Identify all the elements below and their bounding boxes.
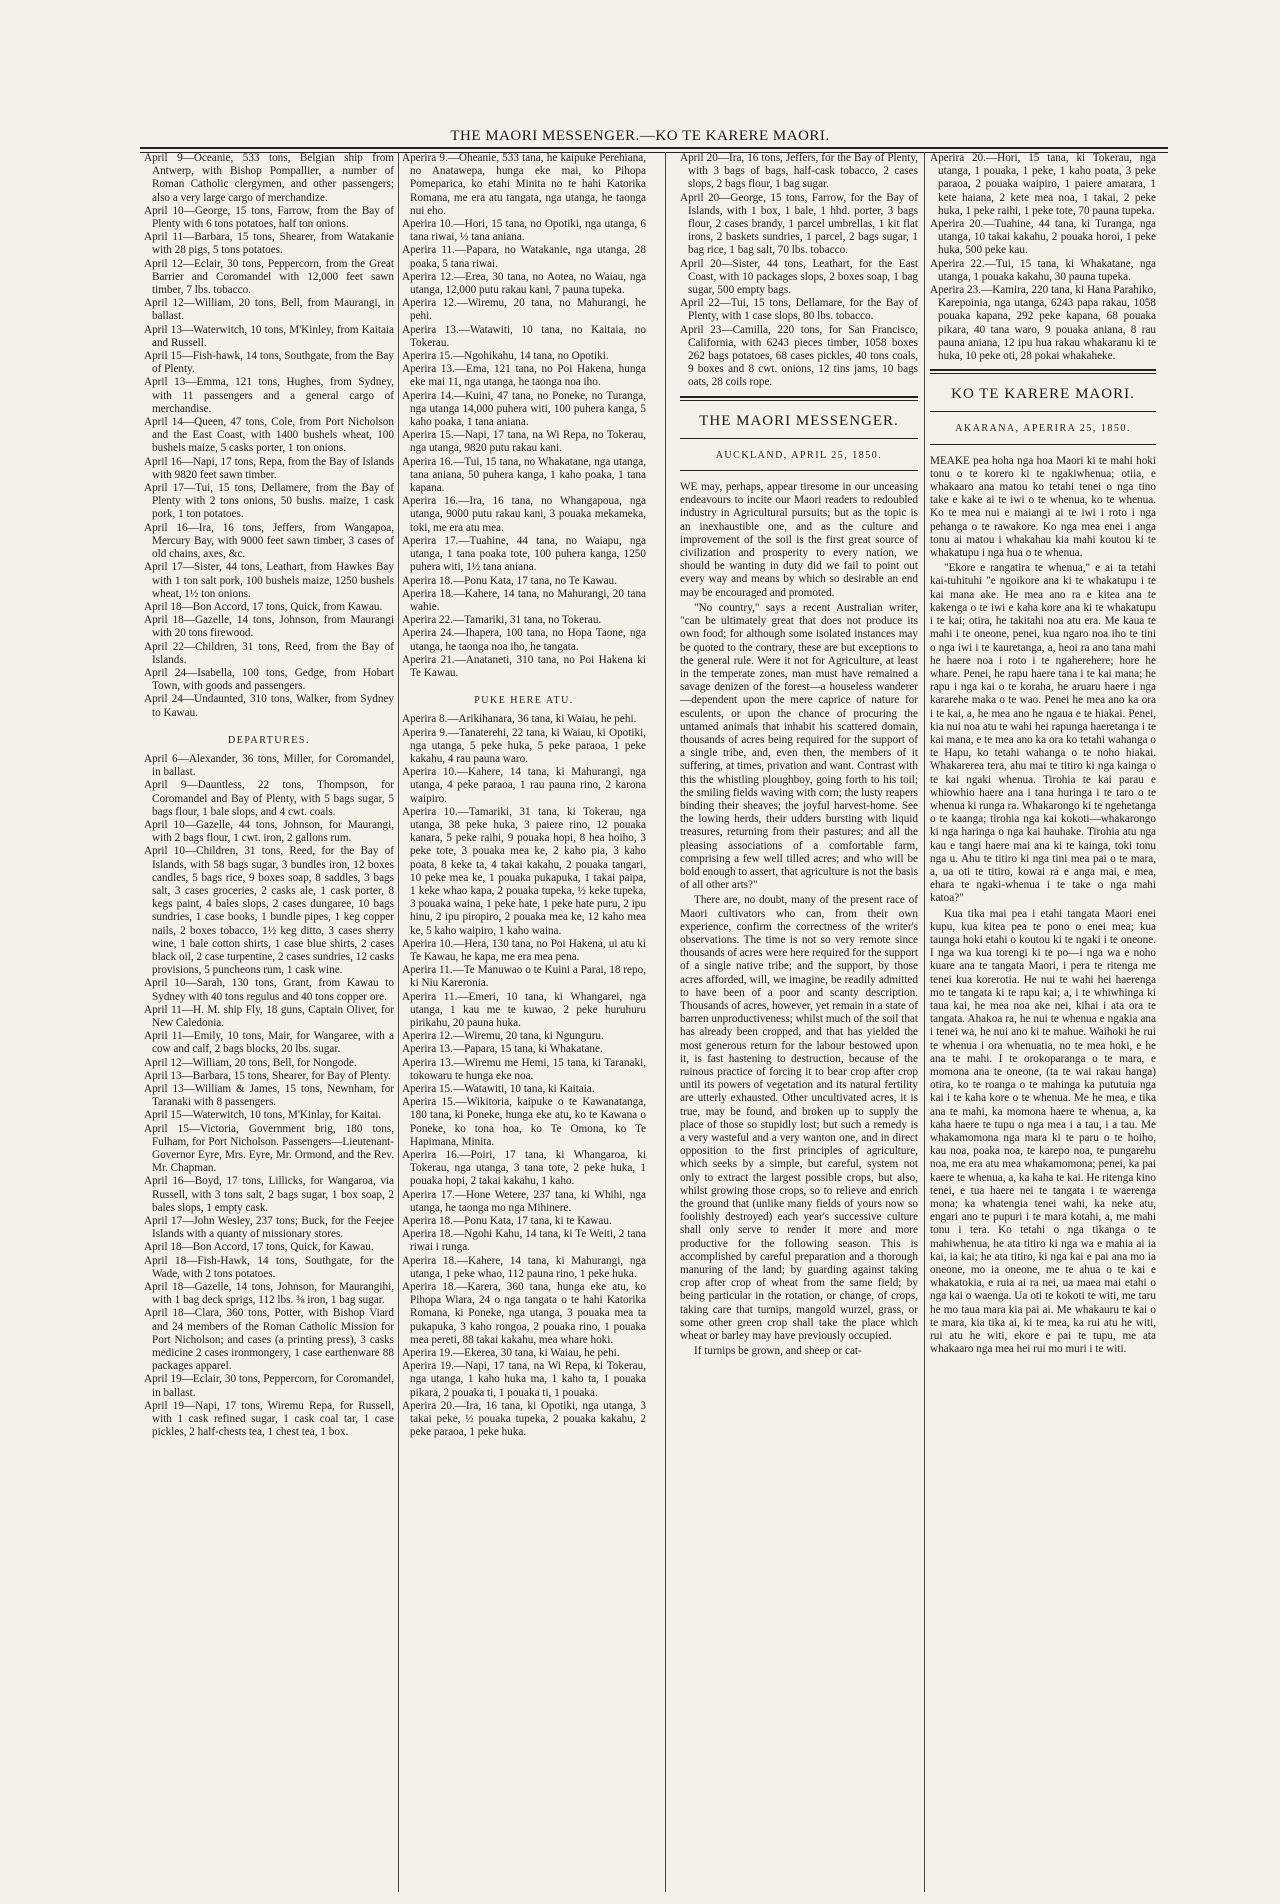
shipping-entry: Aperira 16.—Poiri, 17 tana, ki Whangaroa, ki Tokerau, nga utanga, 3 tana tote, 2 peke huka, 1 pouaka hopi, 2 takai kakahu, 1 kaho.	[402, 1149, 646, 1188]
shipping-entry: Aperira 18.—Kahere, 14 tana, no Mahurangi, 20 tana wahie.	[402, 587, 646, 613]
arrivals-list	[402, 152, 646, 680]
shipping-entry: Aperira 15.—Wikitoria, kaipuke o te Kawanatanga, 180 tana, ki Poneke, hunga eke atu, ko te Kawana o Poneke, ko tona hoa, ko Te Omona, ko Te Hapimana, Minita.	[402, 1096, 646, 1148]
shipping-entry: April 12—Eclair, 30 tons, Peppercorn, from the Great Barrier and Coromandel with 12,000 feet sawn timber, 7 lbs. tobacco.	[144, 257, 394, 297]
title-rule	[680, 438, 918, 439]
shipping-entry: April 11—H. M. ship Fly, 18 guns, Captain Oliver, for New Caledonia.	[144, 1003, 394, 1029]
shipping-entry: April 18—Bon Accord, 17 tons, Quick, for Kawau.	[144, 1241, 374, 1254]
dateline-rule	[680, 470, 918, 471]
departures-list	[402, 713, 646, 1439]
shipping-entry: April 13—Barbara, 15 tons, Shearer, for Bay of Plenty.	[144, 1069, 391, 1082]
column-maori-editorial	[930, 152, 1156, 1892]
shipping-entry: April 9—Oceanie, 533 tons, Belgian ship from Antwerp, with Bishop Pompallier, a number of Roman Catholic clergymen, and other passengers; also a very large cargo of merchandize.	[144, 152, 394, 204]
shipping-entry: April 11—Emily, 10 tons, Mair, for Wangaree, with a cow and calf, 2 bags blocks, 20 lbs. sugar.	[144, 1030, 394, 1056]
shipping-entry: Aperira 18.—Ngohi Kahu, 14 tana, ki Te Weiti, 2 tana riwai i runga.	[402, 1228, 646, 1254]
arrivals-list	[144, 152, 394, 720]
editorial-title: THE MAORI MESSENGER.	[699, 412, 899, 429]
shipping-entry: Aperira 16.—Tui, 15 tana, no Whakatane, nga utanga, tana aniana, 50 puhera kanga, 1 kaho poaka, 1 tana kapana.	[402, 455, 646, 495]
shipping-entry: April 13—Waterwitch, 10 tons, M'Kinley, from Kaitaia and Russell.	[144, 323, 394, 349]
shipping-entry: Aperira 22.—Tamariki, 31 tana, no Tokerau.	[402, 614, 602, 627]
shipping-entry: April 13—William & James, 15 tons, Newnham, for Taranaki with 8 passengers.	[144, 1083, 394, 1109]
editorial-paragraph: There are, no doubt, many of the present race of Maori cultivators who can, from their own experience, confirm the correctness of the writer's observations. The time is not so very remote since thousands of acres were here required for the support of a single native tribe; and the support, by those acres afforded, will, we imagine, be readily admitted to have been of a poor and scanty description. Thousands of acres, however, yet remain in a state of barren unproductiveness; whilst much of the soil that has already been cropped, and that has yielded the most generous return for the labour bestowed upon it, is fast hastening to destruction, because of the ruinous practice of forcing it to bear crop after crop until its powers of vegetation and its natural fertility are utterly exhausted. Other uncultivated acres, it is true, may be found, and broken up to supply the place of those so stupidly lost; but such a remedy is a very wasteful and a very wanton one, and in direct opposition to the first principles of agriculture, which seeks by a simple, but careful, system not only to extract the largest possible crops, but also, whilst growing those crops, so to relieve and enrich the ground that (unlike many fields of yours now so foolishly destroyed) each year's successive culture shall only serve to render it more and more productive for the following season. This is accomplished by careful preparation and a thorough manuring of the land; by guarding against taking crop after crop of wheat from the same field; by being particular in the rotation, or change, of crops, taking care that turnips, mangold wurzel, grass, or some other green crop shall take the place which wheat or barley may have previously occupied.	[680, 894, 918, 1343]
editorial-paragraph: "No country," says a recent Australian writer, "can be ultimately great that does not produce its own food; for although some isolated instances may be quoted to the contrary, these are but exceptions to the general rule. Were it not for Agriculture, at least in the temperate zones, man must have remained a savage denizen of the forest—a houseless wanderer—dependent upon the mere caprice of nature for esculents, or upon the chance of procuring the untamed animals that inhabit his scattered domain, thousands of acres being required for the support of a single tribe, and, even then, the members of it suffering, at times, privation and want. Contrast with this the whistling ploughboy, going forth to his toil; the smiling fields waving with corn; the lusty reapers binding their sheaves; the joyful harvest-home. See the lowing herds, their udders bursting with liquid treasures, returning from their pastures; and all the pleasing associations of a comfortable farm, comprising a few well tilled acres; and who will be bold enough to assert, that agriculture is not the basis of all other arts?"	[680, 601, 918, 892]
shipping-entry: April 19—Eclair, 30 tons, Peppercorn, for Coromandel, in ballast.	[144, 1373, 394, 1399]
shipping-entry: April 18—Gazelle, 14 tons, Johnson, from Maurangi with 20 tons firewood.	[144, 614, 394, 640]
shipping-entry: Aperira 20.—Hori, 15 tana, ki Tokerau, nga utanga, 1 pouaka, 1 peke, 1 kaho poata, 3 peke paraoa, 2 pouaka waipiro, 1 paiere amarara, 1 kete haiana, 2 kete mea noa, 1 takai, 2 peke huka, 1 peke raihi, 1 peke tote, 70 pauna tupeka.	[930, 152, 1156, 217]
shipping-entry: April 23—Camilla, 220 tons, for San Francisco, California, with 6243 pieces timber, 1058 boxes 262 bags potatoes, 68 cases pickles, 40 tons coals, 9 boxes and 8 cwt. onions, 12 tins jams, 10 bags oats, 28 coils rope.	[680, 323, 918, 389]
shipping-entry: April 12—William, 20 tons, Bell, from Maurangi, in ballast.	[144, 297, 394, 323]
shipping-entry: Aperira 15.—Ngohikahu, 14 tana, no Opotiki.	[402, 350, 609, 363]
shipping-entry: April 15—Waterwitch, 10 tons, M'Kinlay, for Kaitai.	[144, 1109, 382, 1122]
shipping-entry: April 15—Fish-hawk, 14 tons, Southgate, from the Bay of Plenty.	[144, 350, 394, 376]
shipping-entry: April 10—George, 15 tons, Farrow, from the Bay of Plenty with 6 tons potatoes, half ton onions.	[144, 204, 394, 231]
shipping-entry: Aperira 22.—Tui, 15 tana, ki Whakatane, nga utanga, 1 pouaka kakahu, 30 pauna tupeka.	[930, 257, 1156, 283]
shipping-entry: April 15—Victoria, Government brig, 180 tons, Fulham, for Port Nicholson. Passengers—Lieutenant-Governor Eyre, Mrs. Eyre, Mr. Ormond, and the Rev. Mr. Chapman.	[144, 1122, 394, 1175]
shipping-entry: Aperira 12.—Wiremu, 20 tana, ki Ngunguru.	[402, 1030, 604, 1043]
shipping-entry: Aperira 18.—Ponu Kata, 17 tana, ki te Kawau.	[402, 1215, 612, 1228]
arrivals-list	[930, 152, 1156, 363]
shipping-entry: April 16—Ira, 16 tons, Jeffers, from Wangapoa, Mercury Bay, with 9000 feet sawn timber, 3 cases of old chains, axes, &c.	[144, 521, 394, 561]
shipping-entry: Aperira 18.—Kahere, 14 tana, ki Mahurangi, nga utanga, 1 peke whao, 112 pauna rino, 1 peke huka.	[402, 1254, 646, 1280]
shipping-entry: Aperira 11.—Emeri, 10 tana, ki Whangarei, nga utanga, 1 kau me te kuwao, 2 peke huruhuru pirikahu, 20 pauna huka.	[402, 990, 646, 1029]
shipping-entry: Aperira 8.—Arikihanara, 36 tana, ki Waiau, he pehi.	[402, 713, 637, 726]
shipping-entry: Aperira 20.—Tuahine, 44 tana, ki Turanga, nga utanga, 10 takai kakahu, 2 pouaka horoi, 1 peke huka, 500 peke kau.	[930, 218, 1156, 257]
shipping-entry: Aperira 10.—Kahere, 14 tana, ki Mahurangi, nga utanga, 4 peke paraoa, 1 rau pauna rino, 2 karona waipiro.	[402, 766, 646, 805]
dateline: AUCKLAND, APRIL 25, 1850.	[715, 449, 883, 461]
shipping-entry: Aperira 9.—Tanaterehi, 22 tana, ki Waiau, ki Opotiki, nga utanga, 5 peke huka, 5 peke paraoa, 1 peke kakahu, 4 rau pauna waro.	[402, 726, 646, 765]
shipping-entry: April 17—John Wesley, 237 tons; Buck, for the Feejee Islands with a quanty of missionary stores.	[144, 1215, 394, 1241]
editorial-paragraph: WE may, perhaps, appear tiresome in our unceasing endeavours to incite our Maori readers to redoubled industry in Agricultural pursuits; but as the topic is an inexhaustible one, and as the culture and improvement of the soil is the first great source of civilization and prosperity to every nation, we should be wanting in duty did we fail to point out every way and means by which so desirable an end may be encouraged and promoted.	[680, 481, 918, 599]
shipping-entry: Aperira 11.—Papara, no Watakanie, nga utanga, 28 poaka, 5 tana riwai.	[402, 244, 646, 270]
shipping-entry: April 17—Sister, 44 tons, Leathart, from Hawkes Bay with 1 ton salt pork, 100 bushels maize, 1250 bushels wheat, 1½ ton onions.	[144, 561, 394, 600]
shipping-entry: April 11—Barbara, 15 tons, Shearer, from Watakanie with 28 pigs, 5 tons potatoes.	[144, 231, 394, 257]
column-english-shipping	[144, 152, 394, 1892]
shipping-entry: April 18—Clara, 360 tons, Potter, with Bishop Viard and 24 members of the Roman Catholic Mission for Port Nicholson; and cases (a printing press), 3 casks medicine 2 cases ironmongery, 1 case earthenware 88 packages apparel.	[144, 1307, 394, 1373]
shipping-entry: Aperira 24.—Ihapera, 100 tana, no Hopa Taone, nga utanga, he taonga noa iho, he tangata.	[402, 627, 646, 653]
shipping-entry: April 22—Children, 31 tons, Reed, from the Bay of Islands.	[144, 640, 394, 666]
shipping-entry: Aperira 17.—Tuahine, 44 tana, no Waiapu, nga utanga, 1 tana poaka tote, 100 puhera kanga, 1250 puhera witi, 1½ tana aniana.	[402, 534, 646, 574]
shipping-entry: April 18—Bon Accord, 17 tons, Quick, from Kawau.	[144, 600, 383, 613]
shipping-entry: April 24—Isabella, 100 tons, Gedge, from Hobart Town, with goods and passengers.	[144, 666, 394, 693]
shipping-entry: Aperira 10.—Hera, 130 tana, no Poi Hakena, ui atu ki Te Kawau, he kapa, me era mea pena.	[402, 937, 646, 963]
shipping-entry: April 12—William, 20 tons, Bell, for Nongode.	[144, 1056, 357, 1069]
shipping-entry: Aperira 12.—Erea, 30 tana, no Aotea, no Waiau, nga utanga, 12,000 putu rakau kani, 7 pauna tupeka.	[402, 270, 646, 297]
shipping-entry: April 18—Gazelle, 14 tons, Johnson, for Maurangihi, with 1 bag deck sprigs, 112 lbs. ⅜ iron, 1 bag sugar.	[144, 1281, 394, 1307]
section-rule	[680, 396, 918, 401]
shipping-entry: April 16—Boyd, 17 tons, Lillicks, for Wangaroa, via Russell, with 3 tons salt, 2 bags sugar, 1 box soap, 2 bales slops, 1 empty cask.	[144, 1175, 394, 1214]
departures-heading: PUKE HERE ATU.	[474, 695, 574, 707]
shipping-entry: Aperira 13.—Papara, 15 tana, ki Whakatane.	[402, 1043, 603, 1056]
shipping-entry: April 17—Tui, 15 tons, Dellamere, from the Bay of Plenty with 2 tons onions, 50 bushs. maize, 1 cask pork, 1 ton potatoes.	[144, 482, 394, 521]
shipping-entry: April 6—Alexander, 36 tons, Miller, for Coromandel, in ballast.	[144, 752, 394, 779]
column-rule-3	[924, 152, 925, 1892]
shipping-entry: Aperira 11.—Te Manuwao o te Kuini a Parai, 18 repo, ki Niu Kareronia.	[402, 964, 646, 990]
shipping-entry: Aperira 16.—Ira, 16 tana, no Whangapoua, nga utanga, 9000 putu rakau kani, 3 pouaka mekameka, toki, me era atu mea.	[402, 495, 646, 534]
shipping-entry: Aperira 13.—Ema, 121 tana, no Poi Hakena, hunga eke mai 11, nga utanga, he taonga noa iho.	[402, 363, 646, 389]
editorial-paragraph: Kua tika mai pea i etahi tangata Maori enei kupu, kua kitea pea te pono o enei mea; kua taunga hoki etahi o koutou ki te ngaki i te oneone. I nga wa kua torengi ki te po—i nga wa e noho kuare ana te tangata Maori, i pera te ritenga me tenei kua korerotia. He nui te wahi hei haerenga mo te tangata ki te rapu kai; a, i te whiwhinga ki taua kai, he mea noa ake nei, kihai i ata ora te tangata. Ahakoa ra, he nui te whenua e ngakia ana i tenei wa, he nui ano ki te mahue. Waihoki he rui te whenua i ora whenuatia, no te mea hoki, e he ana te mahi. I te orokoparanga o te mara, e momona ana te oneone, (ta te wai rakau hanga) otira, ko te roanga o te mahinga ka pututuia nga kai i te kaha kore o te whenua. Me he mea, e tika ana te mahi, ka momona haere te whenua, a, ka kaha haere te tupu o nga mea i a tau, i a tau. Me whakamomona nga mara ki te paru o te hoiho, kau noa, poaka noa, te karepo noa, te pungarehu noa, me era atu mea whakamomona; penei, ka pai kaere te whenua, a, ka kaha te kai. He ritenga kino tenei, e tua haere nei te tangata i te waerenga mona; ka whatengia tenei wahi, ka neke atu, engari ano te pupuri i te mara kotahi, a, me mahi tonu i tera. Ko tetahi o nga tikanga o te mahiwhenua, he ata titiro ki nga wa e mahia ai ia kai, ia kai; he ata titiro, ki nga kai e pai ana mo ia oneone, mo ia oneone, me te ahua o te kai e whakatokia, e ruia ai ra nei, ua maea mai etahi o nga kai o waenga. Ua oti te kokoti te witi, me taru he mo taua mara kia pai ai. Me whakauru te kai o te mara, kia tika ai, ki te mea, ka rui atu he witi, rui atu he witi, ekore e pai te tupu, me ata whakaaro nga mea hei rui mo muri i te witi.	[930, 907, 1156, 1356]
dateline-rule	[930, 444, 1156, 445]
shipping-entry: April 10—Children, 31 tons, Reed, for the Bay of Islands, with 58 bags sugar, 3 bundles iron, 12 boxes candles, 5 bags rice, 9 boxes soap, 8 saddles, 3 bags salt, 3 cases groceries, 2 casks ale, 1 cask porter, 8 kegs paint, 4 bales slops, 2 cases dungaree, 10 bags sundries, 1 case books, 1 bundle pipes, 1 keg copper nails, 2 boxes tobacco, 1½ keg ditto, 3 cases sherry wine, 1 bale cotton shirts, 1 case blue shirts, 2 cases black oil, 2 case turpentine, 2 cases sundries, 12 casks provisions, 5 puncheons rum, 1 cask wine.	[144, 845, 394, 977]
shipping-entry: April 20—Ira, 16 tons, Jeffers, for the Bay of Plenty, with 3 bags of bags, half-cask tobacco, 2 cases slops, 2 bags flour, 1 bag sugar.	[680, 152, 918, 191]
shipping-entry: Aperira 15.—Napi, 17 tana, na Wi Repa, no Tokerau, nga utanga, 9820 putu rakau kani.	[402, 429, 646, 455]
shipping-entry: April 10—Gazelle, 44 tons, Johnson, for Maurangi, with 2 bags flour, 1 cwt. iron, 2 gallons rum.	[144, 818, 394, 845]
shipping-entry: Aperira 23.—Kamira, 220 tana, ki Hana Parahiko, Karepoinia, nga utanga, 6243 papa rakau, 1058 pouaka kapana, 292 peke kapana, 68 pouaka pikara, 40 tana waro, 9 pouaka aniana, 8 rau pauna aniana, 12 ipu hua rakau whakaranu ki te huka, 10 peke oti, 28 pokai whakaheke.	[930, 284, 1156, 363]
shipping-entry: Aperira 10.—Hori, 15 tana, no Opotiki, nga utanga, 6 tana riwai, ½ tana aniana.	[402, 218, 646, 244]
arrivals-list	[680, 152, 918, 390]
shipping-entry: April 16—Napi, 17 tons, Repa, from the Bay of Islands with 9820 feet sawn timber.	[144, 455, 394, 481]
column-english-editorial	[680, 152, 918, 1892]
shipping-entry: Aperira 13.—Wiremu me Hemi, 15 tana, ki Taranaki, tokowaru te hunga eke noa.	[402, 1056, 646, 1082]
shipping-entry: Aperira 9.—Oheanie, 533 tana, he kaipuke Perehiana, no Anatawepa, hunga eke mai, ko Pihopa Pomeparica, ko etahi Minita no te hahi Katorika Romana, me era atu tangata, nga utanga, he taonga nui eho.	[402, 152, 646, 217]
editorial-paragraph: MEAKE pea hoha nga hoa Maori ki te mahi hoki tonu o te korero ki te ngakiwhenua; otiia, e whakaaro ana matou ko tetahi tenei o nga tino take e kake ai te iwi o te whenua, ko te whenua. Ko te mea nui e maiangi ai te iwi i roto i nga pehanga o te rawakore. Ko nga mea enei i anga tonu ai matou i whakahau kia mahi koutou ki te whakatupu i nga hua o te whenua.	[930, 454, 1156, 560]
shipping-entry: April 9—Dauntless, 22 tons, Thompson, for Coromandel and Bay of Plenty, with 5 bags sugar, 5 bags flour, 1 bale slops, and 4 cwt. coals.	[144, 779, 394, 818]
column-rule-1	[398, 152, 399, 1892]
editorial-paragraph: "Ekore e rangatira te whenua," e ai ta tetahi kai-tuhituhi "e ngoikore ana ki te whakatupu i te kai mana ake. He mea ano ra e kitea ana te kakenga o te iwi e kaha kore ana ki te whakatupu i te kai; otira, he takitahi noa atu era. Me kaua te mahi i te oneone, penei, kua ngaro noa iho te tini o nga iwi i te kauretanga, a, heoi ra ano tana mahi he haere noa i roto i te ngaherehere; hore he whare. Penei, he rapu haere tana i te kai mana; he rapu i nga kai o te koraha, he aruaru haere i nga kararehe maka o te wao. Penei he mea ano ka ora i te kai, a, he mea ano he ngaua e te hiakai. Penei, kia nui noa atu te wahi hei rapunga haeretanga i te kai mana, e te mea ano ka ora ko tetahi wahanga o te Hapu, ko tetahi wahanga o te noho hiakai. Whakarerea tera, ahu mai te titiro ki nga kainga o te kai ngaki whenua. Tirohia te kai parau e whiowhio haere ana i tana huringa i te taro o te whenua ki runga ra. Whakarongo ki te ngehetanga o te kaanga; tirohia nga kai kokoti—whakarongo ki nga haringa o nga kai hauhake. Tirohia atu nga kau e tangi haere mai ana ki te kainga, toki tonu nga u. Ahu te titiro ki nga tini mea pai o te mara, a, ua oti te titiro, kowai ra e anga mai, e mea, ehara te ngaki-whenua i te take o nga mahi katoa?"	[930, 562, 1156, 905]
shipping-entry: Aperira 10.—Tamariki, 31 tana, ki Tokerau, nga utanga, 38 peke huka, 3 paiere rino, 12 pouaka kanara, 5 peke raihi, 9 pouaka hopi, 8 hea hoiho, 3 peke tote, 3 pouaka mea ke, 2 kaho pia, 3 kaho poata, 8 keke ta, 4 takai kakahu, 2 pouaka tangari, 10 peke mea ke, 1 pouaka pukapuka, 1 takai paipa, 1 keke whao kapa, 2 pouaka tupeka, ½ keke tupeka, 3 pouaka waina, 1 peke hate, 1 peke hate puru, 2 ipu hinu, 2 ipu piropiro, 2 pouaka mea ke, 12 kaho mea ke, 5 kaho waipiro, 1 kaho waina.	[402, 805, 646, 937]
shipping-entry: April 20—George, 15 tons, Farrow, for the Bay of Islands, with 1 box, 1 bale, 1 hhd. porter, 3 bags flour, 2 cases brandy, 1 parcel umbrellas, 1 kit flat irons, 2 baskets sundries, 1 parcel, 2 bags sugar, 1 bag rice, 1 bag salt, 70 lbs. tobacco.	[680, 191, 918, 257]
shipping-entry: April 22—Tui, 15 tons, Dellamare, for the Bay of Plenty, with 1 case slops, 80 lbs. tobacco.	[680, 297, 918, 323]
shipping-entry: Aperira 19.—Ekerea, 30 tana, ki Waiau, he pehi.	[402, 1347, 620, 1360]
column-rule-2	[665, 152, 666, 1892]
shipping-entry: Aperira 12.—Wiremu, 20 tana, no Mahurangi, he pehi.	[402, 297, 646, 323]
shipping-entry: Aperira 13.—Watawiti, 10 tana, no Kaitaia, no Tokerau.	[402, 323, 646, 349]
departures-list	[144, 753, 394, 1440]
shipping-entry: April 20—Sister, 44 tons, Leathart, for the East Coast, with 10 packages slops, 2 boxes soap, 1 bag sugar, 500 empty bags.	[680, 257, 918, 297]
shipping-entry: Aperira 18.—Karera, 360 tana, hunga eke atu, ko Pihopa Wiara, 24 o nga tangata o te hahi Katorika Romana, ki Poneke, nga utanga, 3 pouaka mea ta pukapuka, 3 kaho rongoa, 2 pouaka rino, 1 pouaka mea pereti, 88 takai kakahu, mea whare hoki.	[402, 1281, 646, 1346]
shipping-entry: Aperira 17.—Hone Wetere, 237 tana, ki Whihi, nga utanga, he taonga mo nga Mihinere.	[402, 1188, 646, 1214]
title-rule	[930, 411, 1156, 412]
shipping-entry: Aperira 20.—Ira, 16 tana, ki Opotiki, nga utanga, 3 takai peke, ½ pouaka tupeka, 2 pouaka kakahu, 2 peke paraoa, 1 peke huka.	[402, 1399, 646, 1439]
shipping-entry: April 18—Fish-Hawk, 14 tons, Southgate, for the Wade, with 2 tons potatoes.	[144, 1254, 394, 1280]
column-maori-shipping	[402, 152, 646, 1892]
shipping-entry: April 14—Queen, 47 tons, Cole, from Port Nicholson and the East Coast, with 1400 bushels wheat, 100 bushels maize, 5 casks porter, 1 ton onions.	[144, 416, 394, 455]
section-rule	[930, 369, 1156, 374]
shipping-entry: Aperira 18.—Ponu Kata, 17 tana, no Te Kawau.	[402, 574, 617, 587]
shipping-entry: Aperira 15.—Watawiti, 10 tana, ki Kaitaia.	[402, 1083, 595, 1096]
shipping-entry: April 10—Sarah, 130 tons, Grant, from Kawau to Sydney with 40 tons regulus and 40 tons copper ore.	[144, 977, 394, 1003]
departures-heading: DEPARTURES.	[228, 734, 310, 746]
running-head: THE MAORI MESSENGER.—KO TE KARERE MAORI.	[450, 128, 830, 144]
editorial-title: KO TE KARERE MAORI.	[951, 386, 1135, 403]
shipping-entry: April 19—Napi, 17 tons, Wiremu Repa, for Russell, with 1 cask refined sugar, 1 cask coal tar, 1 case pickles, 2 half-chests tea, 1 chest tea, 1 box.	[144, 1399, 394, 1439]
editorial-paragraph: If turnips be grown, and sheep or cat-	[694, 1345, 862, 1358]
shipping-entry: Aperira 21.—Anataneti, 310 tana, no Poi Hakena ki Te Kawau.	[402, 653, 646, 679]
shipping-entry: April 13—Emma, 121 tons, Hughes, from Sydney, with 11 passengers and a general cargo of merchandise.	[144, 376, 394, 415]
dateline: AKARANA, APERIRA 25, 1850.	[955, 423, 1131, 435]
shipping-entry: April 24—Undaunted, 310 tons, Walker, from Sydney to Kawau.	[144, 693, 394, 719]
shipping-entry: Aperira 19.—Napi, 17 tana, na Wi Repa, ki Tokerau, nga utanga, 1 kaho huka ma, 1 kaho ta, 1 pouaka pikara, 2 pouaka ti, 1 pouaka ti, 1 pouaka.	[402, 1360, 646, 1399]
shipping-entry: Aperira 14.—Kuini, 47 tana, no Poneke, no Turanga, nga utanga 14,000 puhera witi, 100 puhera kanga, 5 kaho poaka, 1 tana aniana.	[402, 389, 646, 429]
